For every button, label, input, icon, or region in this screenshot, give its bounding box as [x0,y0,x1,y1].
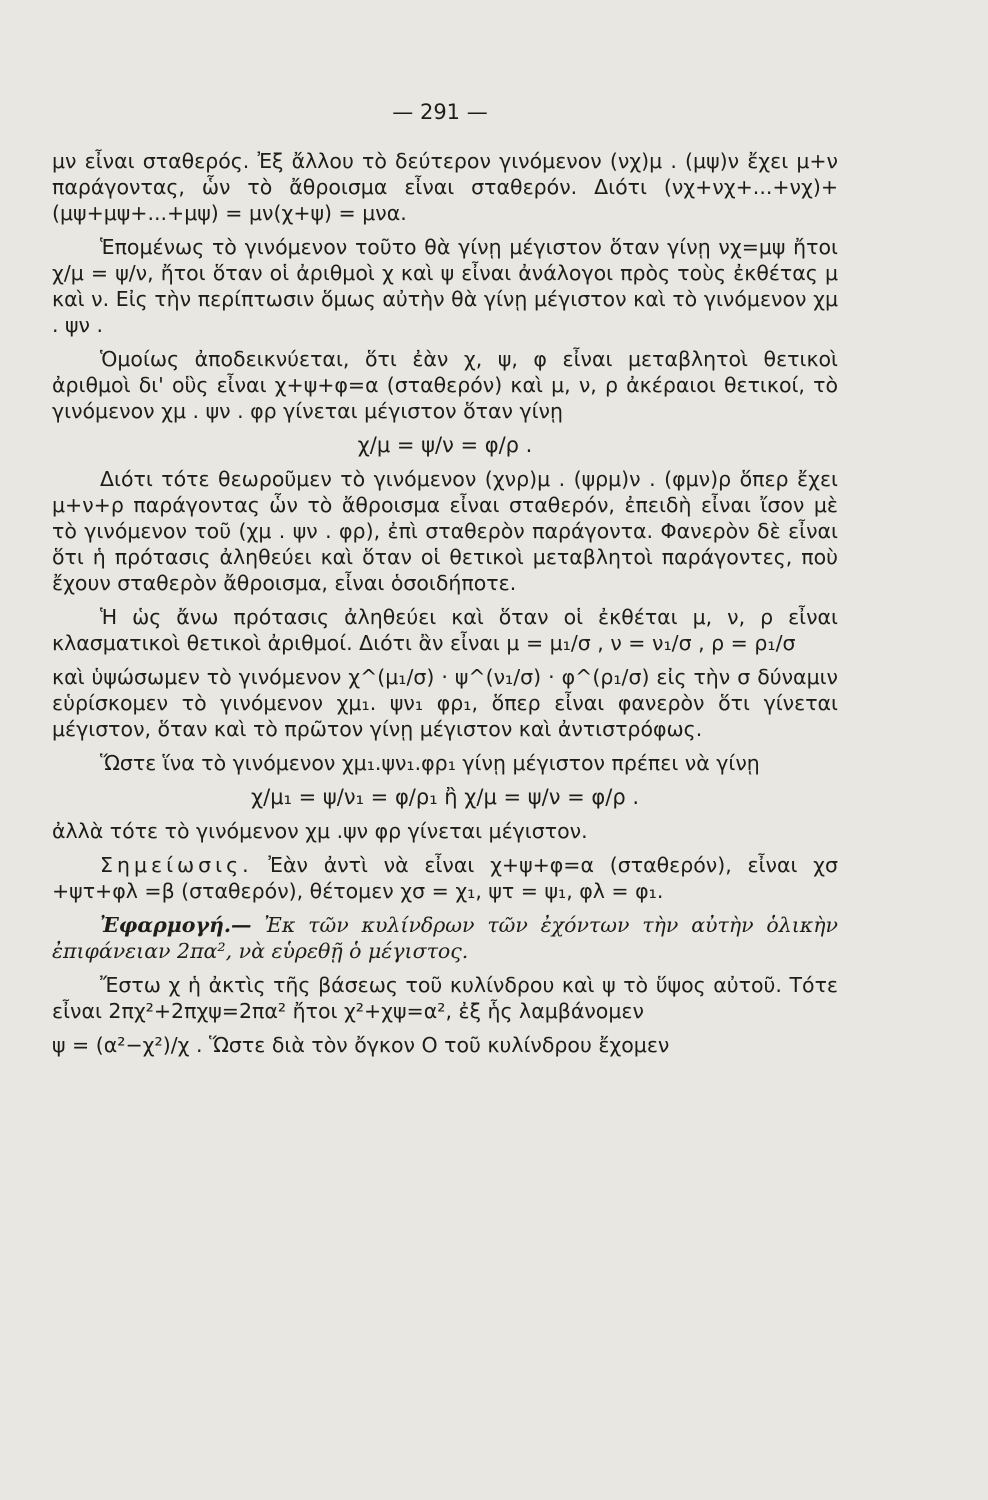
paragraph-6: καὶ ὑψώσωμεν τὸ γινόμενον χ^(μ₁/σ) · ψ^(ν₁/σ) · φ^(ρ₁/σ) εἰς τὴν σ δύναμιν εὑρίσκομεν τὸ γινόμενον χμ₁. ψν₁ φρ₁, ὅπερ εἶναι φανερὸν ὅτι γίνεται μέγιστον, ὅταν καὶ τὸ πρῶτον γίνῃ μέγιστον καὶ ἀντιστρόφως. [52,665,838,741]
application-label: Ἐφαρμογή.— [100,913,252,937]
application-text: Ἐκ τῶν κυλίνδρων τῶν ἐχόντων τὴν αὐτὴν ὁλικὴν ἐπιφάνειαν 2πα², νὰ εὑρεθῇ ὁ μέγιστος. [52,913,838,963]
paragraph-2: Ἑπομένως τὸ γινόμενον τοῦτο θὰ γίνῃ μέγιστον ὅταν γίνῃ νχ=μψ ἤτοι χ/μ = ψ/ν, ἤτοι ὅταν οἱ ἀριθμοὶ χ καὶ ψ εἶναι ἀνάλογοι πρὸς τοὺς ἐκθέτας μ καὶ ν. Εἰς τὴν περίπτωσιν ὅμως αὐτὴν θὰ γίνῃ μέγιστον καὶ τὸ γινόμενον χμ . ψν . [52,235,838,337]
equation-2: χ/μ₁ = ψ/ν₁ = φ/ρ₁ ἢ χ/μ = ψ/ν = φ/ρ . [250,785,640,809]
paragraph-8: ἀλλὰ τότε τὸ γινόμενον χμ .ψν φρ γίνεται μέγιστον. [52,819,588,843]
equation-1: χ/μ = ψ/ν = φ/ρ . [357,433,533,457]
note-text: Ἐὰν ἀντὶ νὰ εἶναι χ+ψ+φ=α (σταθερόν), εἶναι χσ +ψτ+φλ =β (σταθερόν), θέτομεν χσ = χ₁, ψτ = ψ₁, φλ = φ₁. [52,853,838,903]
paragraph-12: ψ = (α²−χ²)/χ . Ὥστε διὰ τὸν ὄγκον Ο τοῦ κυλίνδρου ἔχομεν [52,1033,670,1057]
paragraph-7: Ὥστε ἵνα τὸ γινόμενον χμ₁.ψν₁.φρ₁ γίνῃ μέγιστον πρέπει νὰ γίνῃ [100,751,760,775]
page-number: — 291 — [392,100,488,124]
paragraph-1: μν εἶναι σταθερός. Ἐξ ἄλλου τὸ δεύτερον γινόμενον (νχ)μ . (μψ)ν ἔχει μ+ν παράγοντας, ὧν τὸ ἄθροισμα εἶναι σταθερόν. Διότι (νχ+νχ+...+νχ)+ (μψ+μψ+...+μψ) = μν(χ+ψ) = μνα. [52,149,838,225]
paragraph-4: Διότι τότε θεωροῦμεν τὸ γινόμενον (χνρ)μ . (ψρμ)ν . (φμν)ρ ὅπερ ἔχει μ+ν+ρ παράγοντας ὧν τὸ ἄθροισμα εἶναι σταθερόν, ἐπειδὴ εἶναι ἴσον μὲ τὸ γινόμενον τοῦ (χμ . ψν . φρ), ἐπὶ σταθερὸν παράγοντα. Φανερὸν δὲ εἶναι ὅτι ἡ πρότασις ἀληθεύει καὶ ὅταν οἱ θετικοὶ μεταβλητοὶ παράγοντες, ποὺ ἔχουν σταθερὸν ἄθροισμα, εἶναι ὁσοιδήποτε. [52,467,838,595]
body-text [52,148,838,1066]
note-paragraph [52,852,838,904]
paragraph-5: Ἡ ὡς ἄνω πρότασις ἀληθεύει καὶ ὅταν οἱ ἐκθέται μ, ν, ρ εἶναι κλασματικοὶ θετικοὶ ἀριθμοί. Διότι ἂν εἶναι μ = μ₁/σ , ν = ν₁/σ , ρ = ρ₁/σ [52,605,838,655]
note-label: Σημείωσις. [100,853,253,877]
paragraph-3: Ὁμοίως ἀποδεικνύεται, ὅτι ἐὰν χ, ψ, φ εἶναι μεταβλητοὶ θετικοὶ ἀριθμοὶ δι' οὓς εἶναι χ+ψ+φ=α (σταθερόν) καὶ μ, ν, ρ ἀκέραιοι θετικοί, τὸ γινόμενον χμ . ψν . φρ γίνεται μέγιστον ὅταν γίνῃ [52,347,838,423]
paragraph-11: Ἔστω χ ἡ ἀκτὶς τῆς βάσεως τοῦ κυλίνδρου καὶ ψ τὸ ὕψος αὐτοῦ. Τότε εἶναι 2πχ²+2πχψ=2πα² ἤτοι χ²+χψ=α², ἐξ ἧς λαμβάνομεν [52,973,838,1023]
application-paragraph [52,912,838,964]
